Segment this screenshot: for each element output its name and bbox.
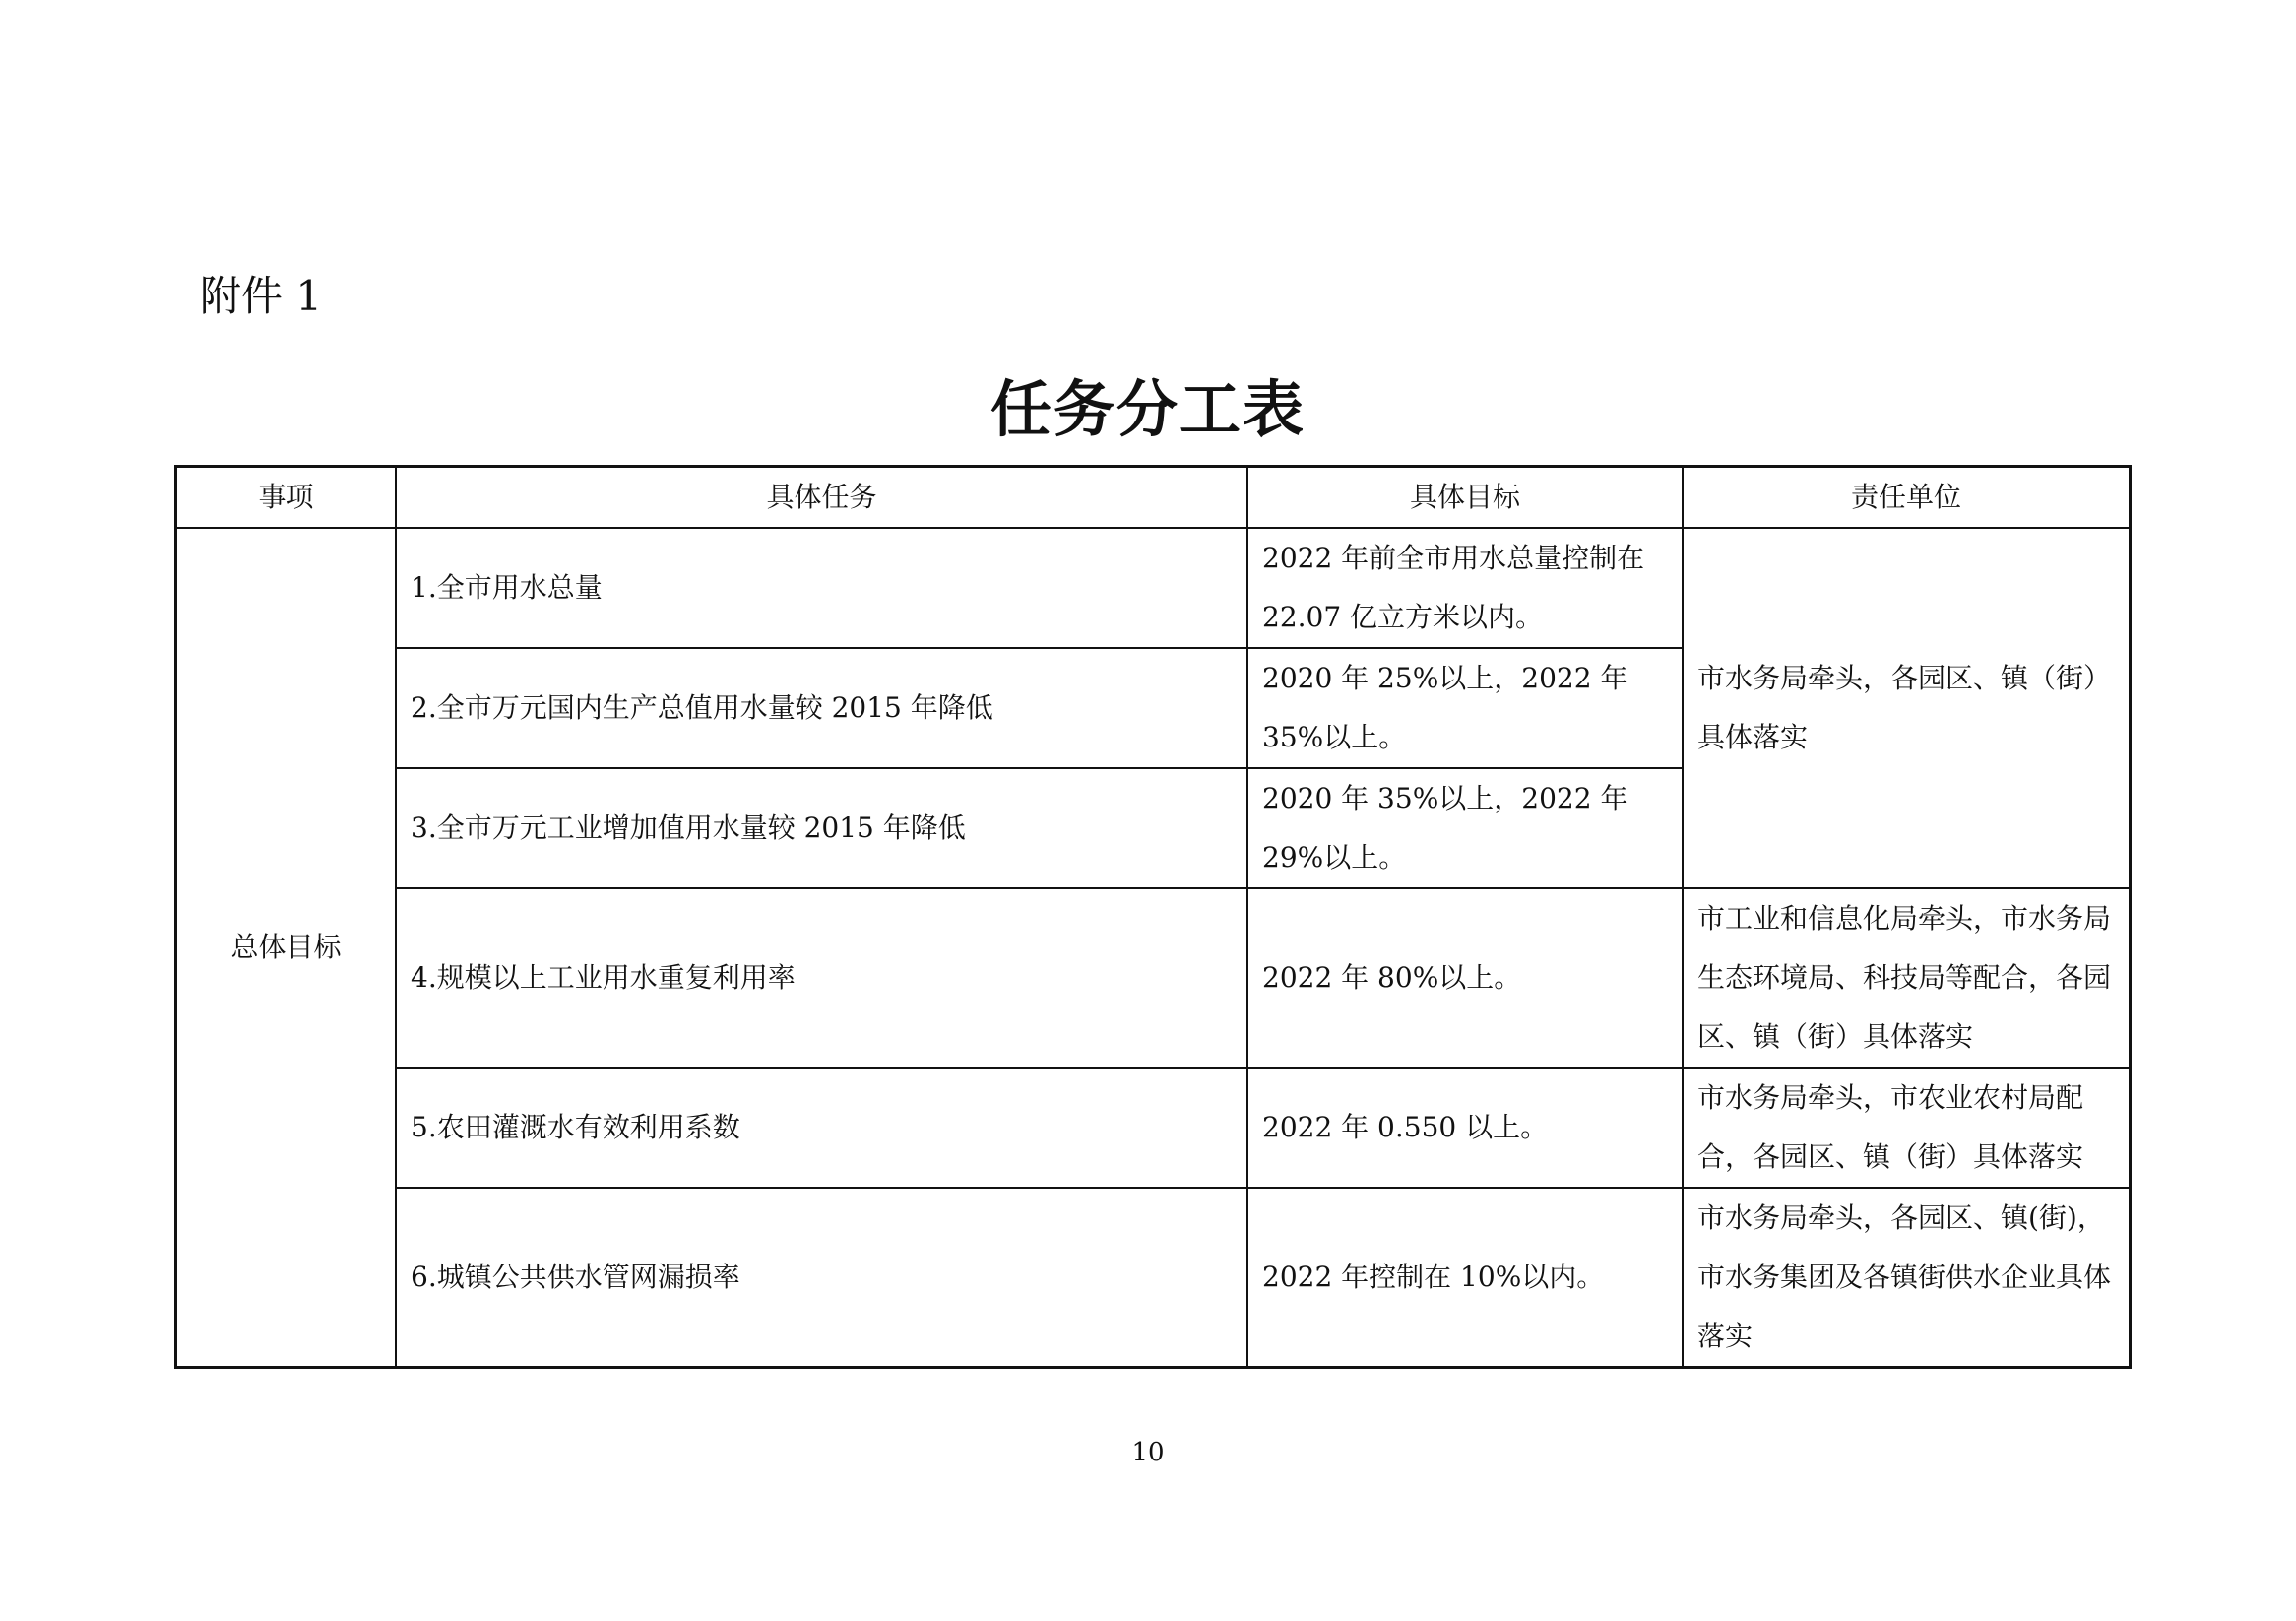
header-target: 具体目标 xyxy=(1247,467,1683,529)
unit-cell: 市水务局牵头，各园区、镇（街）具体落实 xyxy=(1683,528,2131,888)
page-number: 10 xyxy=(1131,1438,1165,1467)
task-cell: 2.全市万元国内生产总值用水量较 2015 年降低 xyxy=(396,648,1247,768)
unit-cell: 市工业和信息化局牵头，市水务局 生态环境局、科技局等配合，各园区、镇（街）具体落实 xyxy=(1683,888,2131,1068)
target-cell: 2022 年 0.550 以上。 xyxy=(1247,1068,1683,1188)
table-row xyxy=(176,1068,2131,1188)
table-header-row xyxy=(176,467,2131,529)
attachment-label: 附件 1 xyxy=(200,272,323,320)
task-table xyxy=(174,465,2132,1369)
target-cell: 2022 年前全市用水总量控制在 22.07 亿立方米以内。 xyxy=(1247,528,1683,648)
task-cell: 6.城镇公共供水管网漏损率 xyxy=(396,1188,1247,1368)
table-row xyxy=(176,1188,2131,1368)
header-task: 具体任务 xyxy=(396,467,1247,529)
task-cell: 1.全市用水总量 xyxy=(396,528,1247,648)
table-row xyxy=(176,888,2131,1068)
target-cell: 2020 年 35%以上，2022 年 29%以上。 xyxy=(1247,768,1683,888)
task-cell: 5.农田灌溉水有效利用系数 xyxy=(396,1068,1247,1188)
task-cell: 3.全市万元工业增加值用水量较 2015 年降低 xyxy=(396,768,1247,888)
page-title: 任务分工表 xyxy=(989,373,1306,445)
unit-cell: 市水务局牵头，市农业农村局配合，各园区、镇（街）具体落实 xyxy=(1683,1068,2131,1188)
table-row xyxy=(176,528,2131,648)
unit-cell: 市水务局牵头，各园区、镇(街)，市水务集团及各镇街供水企业具体落实 xyxy=(1683,1188,2131,1368)
category-cell: 总体目标 xyxy=(176,528,397,1368)
target-cell: 2022 年控制在 10%以内。 xyxy=(1247,1188,1683,1368)
header-unit: 责任单位 xyxy=(1683,467,2131,529)
target-cell: 2022 年 80%以上。 xyxy=(1247,888,1683,1068)
target-cell: 2020 年 25%以上，2022 年 35%以上。 xyxy=(1247,648,1683,768)
task-cell: 4.规模以上工业用水重复利用率 xyxy=(396,888,1247,1068)
header-item: 事项 xyxy=(176,467,397,529)
